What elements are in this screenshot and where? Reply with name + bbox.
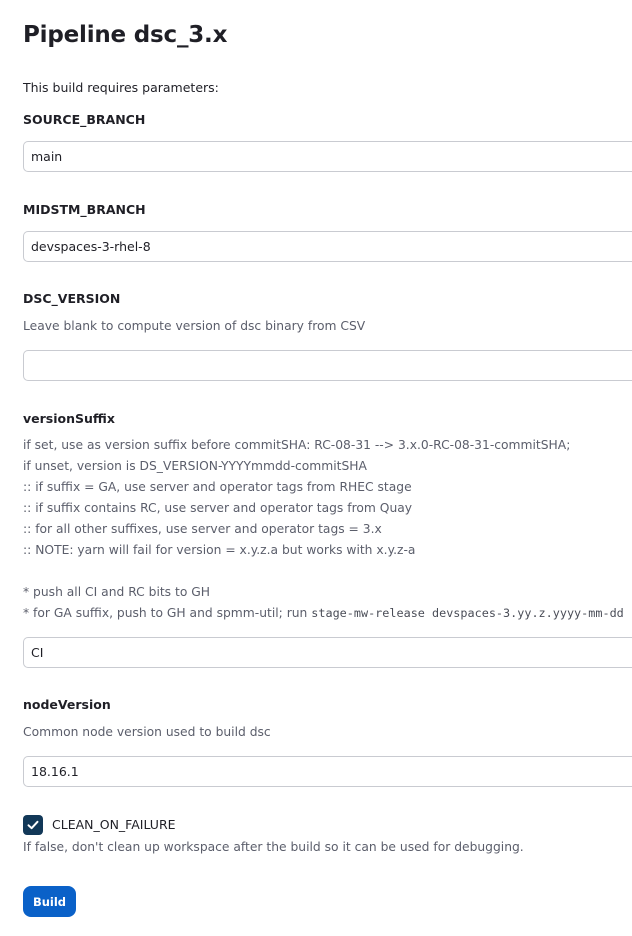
note-line bbox=[23, 603, 624, 624]
description-line: if set, use as version suffix before commitSHA: RC-08-31 --> 3.x.0-RC-08-31-commitSHA; bbox=[23, 438, 571, 452]
build-button[interactable]: Build bbox=[23, 886, 76, 917]
clean-on-failure-label[interactable]: CLEAN_ON_FAILURE bbox=[52, 817, 176, 832]
description-line: if unset, version is DS_VERSION-YYYYmmdd-commitSHA bbox=[23, 459, 367, 473]
version-suffix-notes bbox=[23, 582, 624, 624]
description-line: :: for all other suffixes, use server and operator tags = 3.x bbox=[23, 522, 382, 536]
dsc-version-label: DSC_VERSION bbox=[23, 291, 121, 306]
intro-text: This build requires parameters: bbox=[23, 80, 219, 95]
clean-on-failure-description: If false, don't clean up workspace after the build so it can be used for debugging. bbox=[23, 840, 524, 854]
midstm-branch-label: MIDSTM_BRANCH bbox=[23, 202, 146, 217]
version-suffix-input[interactable] bbox=[23, 637, 632, 668]
clean-on-failure-checkbox[interactable] bbox=[23, 815, 43, 835]
release-command-code: stage-mw-release devspaces-3.yy.z.yyyy-mm-dd bbox=[311, 606, 624, 620]
note-text: * for GA suffix, push to GH and spmm-util; run bbox=[23, 606, 312, 620]
page-title: Pipeline dsc_3.x bbox=[23, 22, 228, 48]
note-line: * push all CI and RC bits to GH bbox=[23, 585, 211, 599]
dsc-version-description: Leave blank to compute version of dsc binary from CSV bbox=[23, 319, 366, 333]
description-line: :: NOTE: yarn will fail for version = x.y.z.a but works with x.y.z-a bbox=[23, 543, 416, 557]
node-version-description: Common node version used to build dsc bbox=[23, 725, 271, 739]
source-branch-input[interactable] bbox=[23, 141, 632, 172]
node-version-input[interactable] bbox=[23, 756, 632, 787]
version-suffix-description bbox=[23, 435, 570, 561]
checkmark-icon bbox=[26, 818, 40, 832]
version-suffix-label: versionSuffix bbox=[23, 411, 115, 426]
midstm-branch-input[interactable] bbox=[23, 231, 632, 262]
dsc-version-input[interactable] bbox=[23, 350, 632, 381]
node-version-label: nodeVersion bbox=[23, 697, 111, 712]
description-line: :: if suffix contains RC, use server and operator tags from Quay bbox=[23, 501, 413, 515]
source-branch-label: SOURCE_BRANCH bbox=[23, 112, 146, 127]
description-line: :: if suffix = GA, use server and operator tags from RHEC stage bbox=[23, 480, 412, 494]
